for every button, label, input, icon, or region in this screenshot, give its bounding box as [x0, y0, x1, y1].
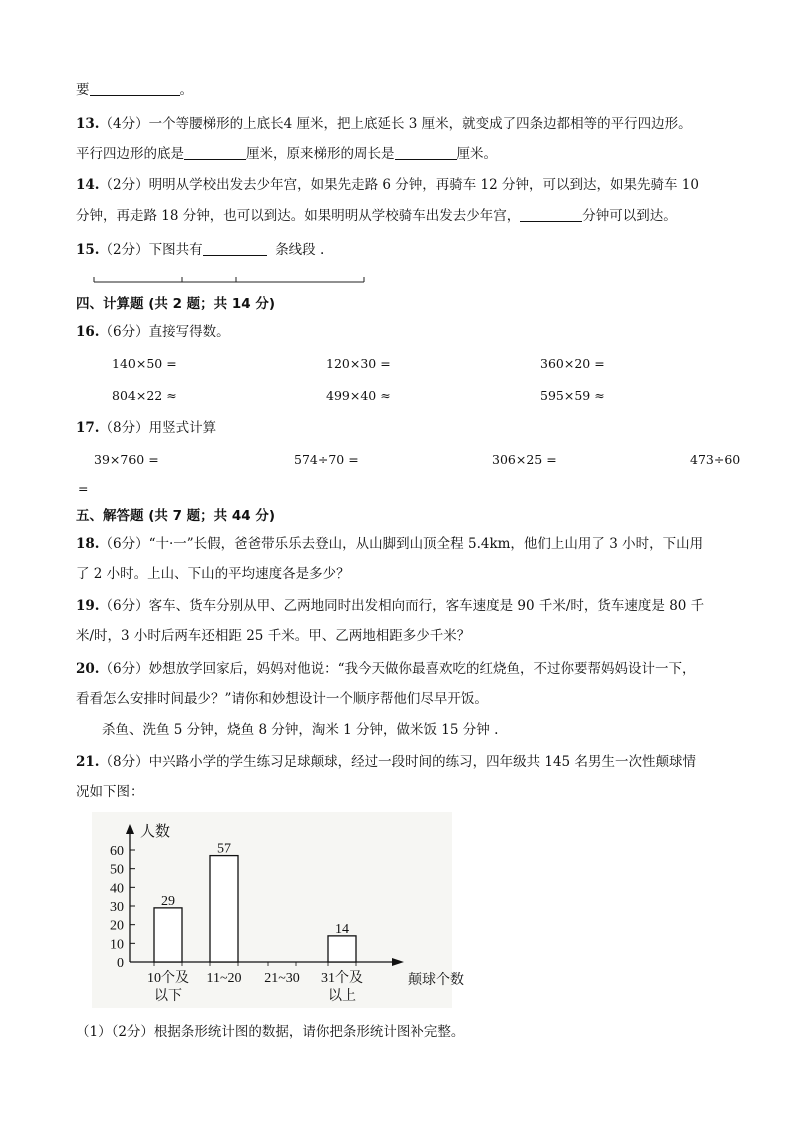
y-tick-label: 50	[110, 862, 124, 878]
question-15: 15.（2分）下图共有 条线段 .	[76, 242, 325, 258]
question-14-line2: 分钟，再走路 18 分钟，也可以到达。如果明明从学校骑车出发去少年宫， 分钟可以到达。	[76, 208, 677, 224]
question-13-line2: 平行四边形的底是 厘米，原来梯形的周长是 厘米。	[76, 146, 497, 162]
category-label: 21~30	[264, 971, 300, 986]
question-21: 21.（8分）中兴路小学的学生练习足球颠球，经过一段时间的练习，四年级共 145 名男生一次性颠球情	[76, 754, 696, 770]
answer-blank[interactable]	[520, 207, 582, 222]
question-19: 19.（6分）客车、货车分别从甲、乙两地同时出发相向而行，客车速度是 90 千米/时，货车速度是 80 千	[76, 598, 705, 614]
bar-value-label: 29	[161, 893, 175, 909]
x-axis-arrow	[392, 958, 404, 966]
y-tick-label: 10	[110, 937, 124, 953]
bar-value-label: 57	[217, 841, 231, 857]
calc-item: 306×25 =	[492, 452, 557, 467]
category-label: 以下	[154, 989, 182, 1004]
y-tick-label: 60	[110, 844, 124, 859]
question-19-line2: 米/时，3 小时后两车还相距 25 千米。甲、乙两地相距多少千米？	[76, 628, 471, 644]
y-axis-arrow	[126, 824, 134, 834]
section-heading-4: 四、计算题 (共 2 题；共 14 分)	[76, 296, 276, 312]
y-tick-label: 0	[117, 956, 124, 971]
calc-item: 499×40 ≈	[326, 388, 391, 403]
bar	[328, 936, 356, 962]
calc-item-tail: =	[78, 481, 89, 496]
answer-blank[interactable]	[203, 241, 267, 256]
calc-item: 595×59 ≈	[540, 388, 605, 403]
category-label: 10个及	[147, 971, 189, 986]
bar	[210, 856, 238, 962]
answer-blank[interactable]	[90, 81, 180, 96]
section-heading-5: 五、解答题 (共 7 题；共 44 分)	[76, 508, 276, 524]
question-20: 20.（6分）妙想放学回家后，妈妈对他说：“我今天做你最喜欢吃的红烧鱼，不过你要帮妈妈设计一下，	[76, 661, 696, 677]
calc-item: 140×50 =	[112, 356, 177, 371]
question-21-line2: 况如下图：	[76, 784, 144, 800]
calc-item: 473÷60	[690, 452, 741, 467]
bar	[154, 908, 182, 962]
question-13: 13.（4分）一个等腰梯形的上底长4 厘米，把上底延长 3 厘米，就变成了四条边都相等的平行四边形。	[76, 116, 692, 132]
y-tick-label: 20	[110, 918, 124, 934]
answer-line-12-tail: 要 。	[76, 82, 193, 98]
question-18: 18.（6分）“十·一”长假，爸爸带乐乐去登山，从山脚到山顶全程 5.4km，他们上山用了 3 小时，下山用	[76, 536, 704, 552]
category-label: 31个及	[321, 971, 363, 986]
question-14: 14.（2分）明明从学校出发去少年宫，如果先走路 6 分钟，再骑车 12 分钟，可以到达，如果先骑车 10	[76, 177, 699, 193]
question-17: 17.（8分）用竖式计算	[76, 420, 217, 436]
calc-item: 39×760 =	[94, 452, 159, 467]
x-axis-title: 颠球个数	[408, 973, 464, 988]
bar-chart	[92, 812, 464, 1008]
y-tick-label: 30	[110, 900, 124, 915]
calc-item: 360×20 =	[540, 356, 605, 371]
answer-blank[interactable]	[184, 145, 246, 160]
question-20-line3: 杀鱼、洗鱼 5 分钟，烧鱼 8 分钟，淘米 1 分钟，做米饭 15 分钟 .	[102, 722, 499, 738]
question-20-line2: 看看怎么安排时间最少？”请你和妙想设计一个顺序帮他们尽早开饭。	[76, 691, 488, 707]
question-21-part1: （1）（2分）根据条形统计图的数据，请你把条形统计图补完整。	[76, 1024, 465, 1040]
calc-item: 574÷70 =	[294, 452, 359, 467]
category-label: 以上	[328, 989, 356, 1004]
calc-item: 804×22 ≈	[112, 388, 177, 403]
question-18-line2: 了 2 小时。上山、下山的平均速度各是多少？	[76, 566, 350, 582]
question-16: 16.（6分）直接写得数。	[76, 324, 230, 340]
calc-item: 120×30 =	[326, 356, 391, 371]
bar-value-label: 14	[335, 921, 349, 937]
y-tick-label: 40	[110, 881, 124, 897]
y-axis-title: 人数	[140, 824, 171, 840]
category-label: 11~20	[206, 971, 242, 986]
line-segment-figure	[92, 272, 372, 288]
answer-blank[interactable]	[395, 145, 457, 160]
